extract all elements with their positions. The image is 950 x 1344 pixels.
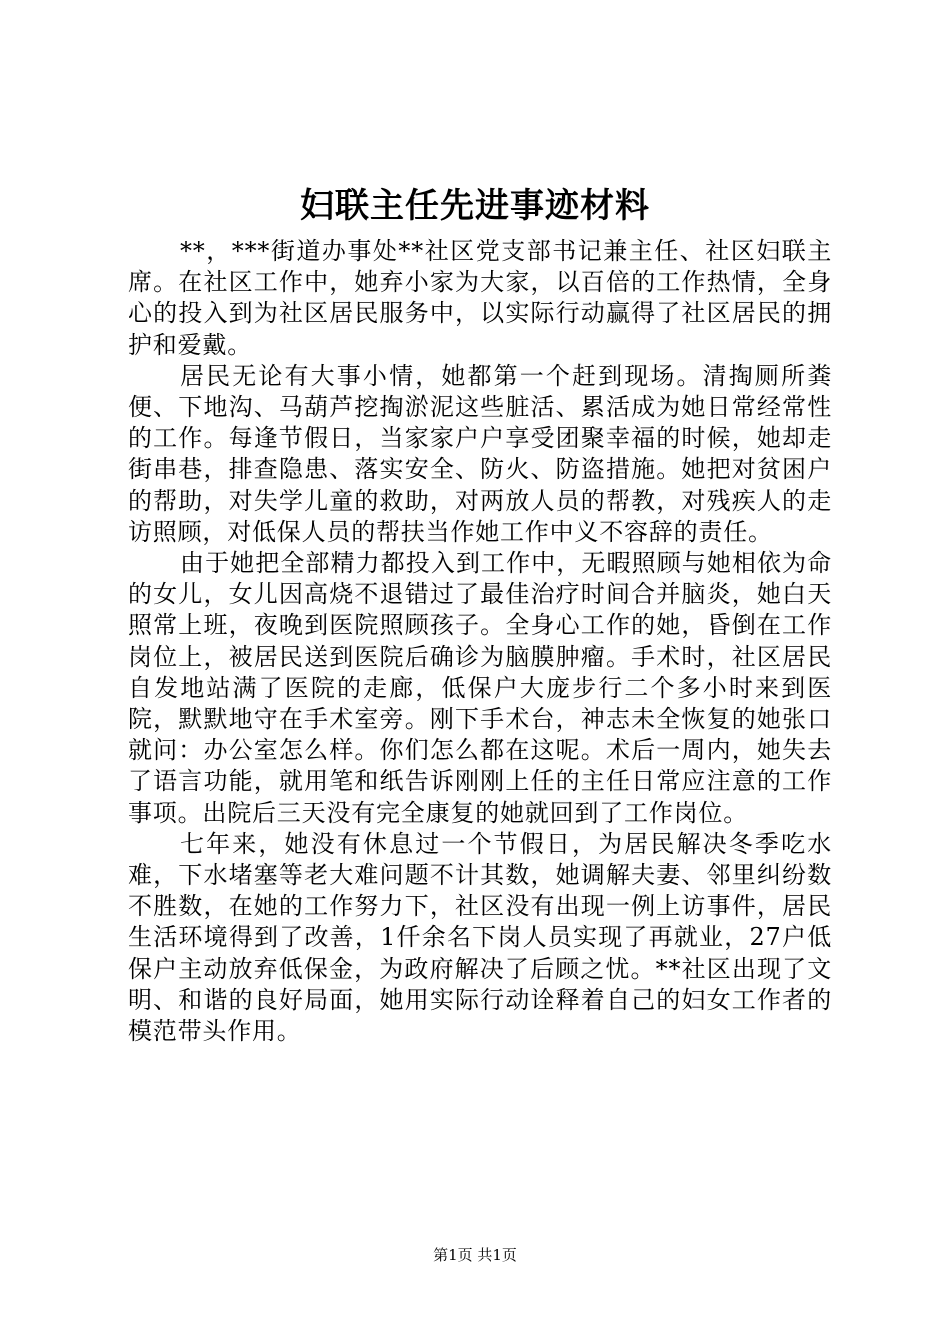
paragraph-1: **，***街道办事处**社区党支部书记兼主任、社区妇联主席。在社区工作中，她弃小家为大家，以百倍的工作热情，全身心的投入到为社区居民服务中，以实际行动赢得了社区居民的拥护和爱戴。 — [128, 237, 832, 359]
document-title: 妇联主任先进事迹材料 — [300, 186, 650, 226]
document-body — [128, 236, 832, 1047]
paragraph-3: 由于她把全部精力都投入到工作中，无暇照顾与她相依为命的女儿，女儿因高烧不退错过了最佳治疗时间合并脑炎，她白天照常上班，夜晚到医院照顾孩子。全身心工作的她，昏倒在工作岗位上，被居民送到医院后确诊为脑膜肿瘤。手术时，社区居民自发地站满了医院的走廊，低保户大庞步行二个多小时来到医院，默默地守在手术室旁。刚下手术台，神志未全恢复的她张口就问：办公室怎么样。你们怎么都在这呢。术后一周内，她失去了语言功能，就用笔和纸告诉刚刚上任的主任日常应注意的工作事项。出院后三天没有完全康复的她就回到了工作岗位。 — [128, 549, 832, 827]
paragraph-4: 七年来，她没有休息过一个节假日，为居民解决冬季吃水难，下水堵塞等老大难问题不计其数，她调解夫妻、邻里纠纷数不胜数，在她的工作努力下，社区没有出现一例上访事件，居民生活环境得到了改善，1仟余名下岗人员实现了再就业，27户低保户主动放弃低保金，为政府解决了后顾之忧。**社区出现了文明、和谐的良好局面，她用实际行动诠释着自己的妇女工作者的模范带头作用。 — [128, 829, 832, 1046]
page-footer: 第1页 共1页 — [433, 1246, 517, 1264]
paragraph-2: 居民无论有大事小情，她都第一个赶到现场。清掏厕所粪便、下地沟、马葫芦挖掏淤泥这些脏活、累活成为她日常经常性的工作。每逢节假日，当家家户户享受团聚幸福的时候，她却走街串巷，排查隐患、落实安全、防火、防盗措施。她把对贫困户的帮助，对失学儿童的救助，对两放人员的帮教，对残疾人的走访照顾，对低保人员的帮扶当作她工作中义不容辞的责任。 — [128, 361, 832, 546]
